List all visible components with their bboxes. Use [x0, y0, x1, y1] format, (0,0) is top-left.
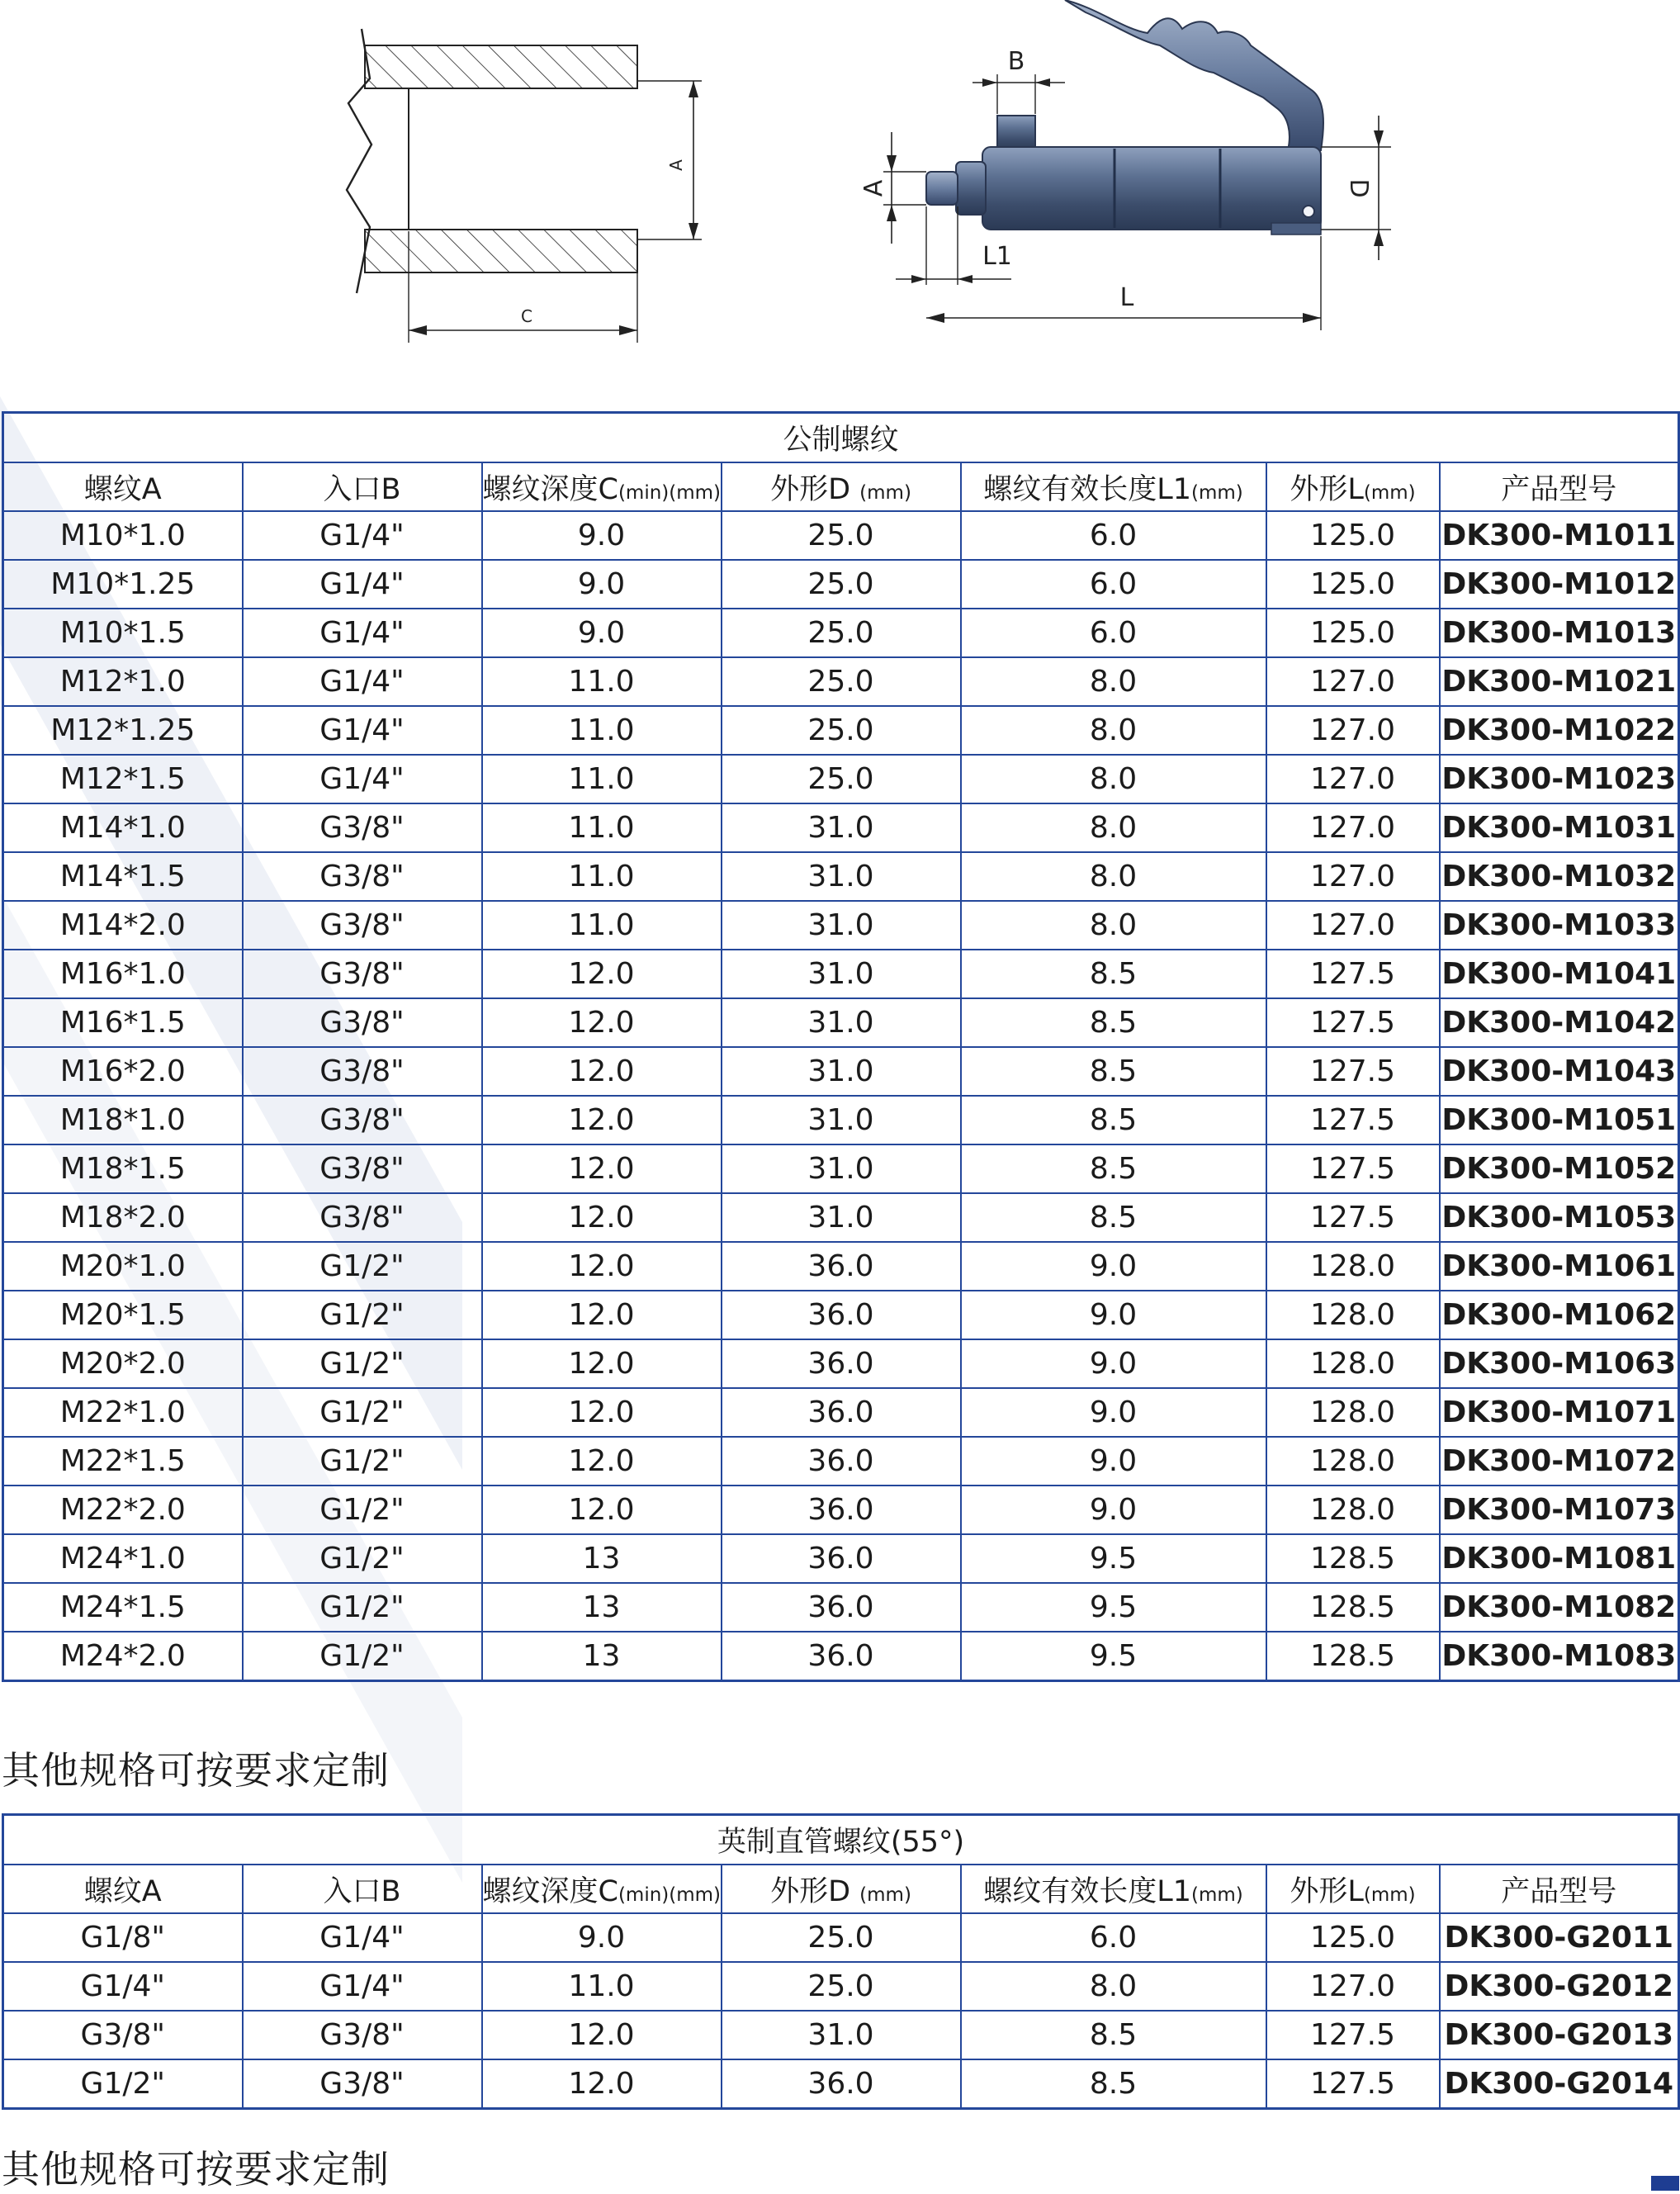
cell-model-number: DK300-M1082 — [1440, 1583, 1679, 1632]
cell-outer-d: 31.0 — [722, 950, 961, 998]
cell-effective-length-l1: 8.5 — [961, 2059, 1266, 2109]
cell-length-l: 127.0 — [1266, 852, 1440, 901]
cell-thread-depth-c: 11.0 — [482, 1962, 722, 2011]
cell-thread-a: M10*1.0 — [3, 511, 243, 560]
cell-model-number: DK300-M1043 — [1440, 1047, 1679, 1096]
cell-inlet-b: G1/2" — [243, 1242, 482, 1291]
cell-effective-length-l1: 8.5 — [961, 1047, 1266, 1096]
cell-model-number: DK300-M1031 — [1440, 803, 1679, 852]
cell-length-l: 128.0 — [1266, 1437, 1440, 1486]
cell-inlet-b: G1/2" — [243, 1583, 482, 1632]
table-row — [3, 998, 1679, 1047]
table-row — [3, 511, 1679, 560]
table-row — [3, 1437, 1679, 1486]
cell-inlet-b: G1/2" — [243, 1486, 482, 1534]
header-model-number — [1440, 1865, 1679, 1913]
cell-thread-a: M10*1.5 — [3, 609, 243, 657]
cell-outer-d: 25.0 — [722, 1913, 961, 1962]
cell-thread-depth-c: 12.0 — [482, 2011, 722, 2059]
cell-model-number: DK300-M1071 — [1440, 1388, 1679, 1437]
header-unit: (mm) — [1363, 481, 1416, 504]
cell-effective-length-l1: 8.5 — [961, 1144, 1266, 1193]
header-unit: (mm) — [859, 1884, 911, 1906]
cell-model-number: DK300-M1072 — [1440, 1437, 1679, 1486]
header-label: 螺纹有效长度L1 — [983, 472, 1191, 506]
cell-inlet-b: G1/4" — [243, 609, 482, 657]
cell-outer-d: 31.0 — [722, 1047, 961, 1096]
cell-effective-length-l1: 6.0 — [961, 511, 1266, 560]
table-row — [3, 852, 1679, 901]
cell-thread-depth-c: 12.0 — [482, 2059, 722, 2109]
cell-thread-depth-c: 12.0 — [482, 1291, 722, 1339]
cell-thread-a: M16*1.5 — [3, 998, 243, 1047]
cell-thread-a: M22*1.5 — [3, 1437, 243, 1486]
cell-thread-a: M24*1.0 — [3, 1534, 243, 1583]
cell-thread-depth-c: 12.0 — [482, 1047, 722, 1096]
cell-outer-d: 31.0 — [722, 1144, 961, 1193]
cell-inlet-b: G1/4" — [243, 511, 482, 560]
table-row — [3, 1339, 1679, 1388]
cell-model-number: DK300-M1053 — [1440, 1193, 1679, 1242]
header-label: 产品型号 — [1501, 1874, 1617, 1908]
cell-inlet-b: G3/8" — [243, 998, 482, 1047]
cell-thread-a: M18*1.5 — [3, 1144, 243, 1193]
cell-thread-depth-c: 12.0 — [482, 1486, 722, 1534]
cell-length-l: 125.0 — [1266, 560, 1440, 609]
table-row — [3, 1388, 1679, 1437]
header-label: 入口B — [323, 472, 401, 506]
custom-spec-note: 其他规格可按要求定制 — [2, 2147, 390, 2192]
table-row — [3, 1242, 1679, 1291]
cell-inlet-b: G1/2" — [243, 1632, 482, 1681]
header-unit: (min)(mm) — [618, 481, 722, 504]
cell-model-number: DK300-G2013 — [1440, 2011, 1679, 2059]
cell-outer-d: 25.0 — [722, 706, 961, 755]
cell-model-number: DK300-M1081 — [1440, 1534, 1679, 1583]
cell-inlet-b: G3/8" — [243, 1096, 482, 1144]
cell-thread-depth-c: 11.0 — [482, 803, 722, 852]
header-label: 螺纹有效长度L1 — [983, 1874, 1191, 1908]
cell-model-number: DK300-M1052 — [1440, 1144, 1679, 1193]
cell-length-l: 127.0 — [1266, 657, 1440, 706]
cell-length-l: 125.0 — [1266, 609, 1440, 657]
cell-inlet-b: G3/8" — [243, 1047, 482, 1096]
cell-thread-depth-c: 13 — [482, 1534, 722, 1583]
cell-model-number: DK300-M1073 — [1440, 1486, 1679, 1534]
cell-outer-d: 25.0 — [722, 609, 961, 657]
header-outer-d — [722, 1865, 961, 1913]
cell-thread-a: G1/4" — [3, 1962, 243, 2011]
dim-label-l1: L1 — [982, 242, 1012, 271]
cell-thread-depth-c: 9.0 — [482, 511, 722, 560]
cell-length-l: 125.0 — [1266, 1913, 1440, 1962]
cell-thread-depth-c: 11.0 — [482, 657, 722, 706]
table-body — [3, 1913, 1679, 2109]
header-label: 螺纹深度C — [482, 472, 618, 506]
cell-model-number: DK300-M1061 — [1440, 1242, 1679, 1291]
cell-length-l: 128.0 — [1266, 1339, 1440, 1388]
cell-inlet-b: G1/4" — [243, 657, 482, 706]
cell-length-l: 128.5 — [1266, 1583, 1440, 1632]
cell-thread-depth-c: 13 — [482, 1583, 722, 1632]
cell-length-l: 127.5 — [1266, 1144, 1440, 1193]
cell-outer-d: 31.0 — [722, 852, 961, 901]
cell-inlet-b: G1/4" — [243, 706, 482, 755]
cell-inlet-b: G1/2" — [243, 1339, 482, 1388]
table-row — [3, 1962, 1679, 2011]
cell-inlet-b: G1/4" — [243, 1913, 482, 1962]
cell-model-number: DK300-M1041 — [1440, 950, 1679, 998]
header-label: 外形D — [770, 1874, 860, 1908]
table-row — [3, 1096, 1679, 1144]
cell-effective-length-l1: 6.0 — [961, 609, 1266, 657]
header-length-l — [1266, 1865, 1440, 1913]
cell-thread-depth-c: 12.0 — [482, 1339, 722, 1388]
cell-thread-a: M20*1.5 — [3, 1291, 243, 1339]
header-unit: (mm) — [1363, 1884, 1416, 1906]
cell-thread-a: G1/8" — [3, 1913, 243, 1962]
custom-spec-note: 其他规格可按要求定制 — [2, 1748, 390, 1793]
cell-effective-length-l1: 8.5 — [961, 1193, 1266, 1242]
table-row — [3, 560, 1679, 609]
header-label: 外形L — [1290, 472, 1364, 506]
cell-thread-depth-c: 12.0 — [482, 1437, 722, 1486]
cell-thread-depth-c: 11.0 — [482, 706, 722, 755]
cell-effective-length-l1: 8.0 — [961, 755, 1266, 803]
cell-outer-d: 31.0 — [722, 998, 961, 1047]
cell-outer-d: 36.0 — [722, 2059, 961, 2109]
dim-label-a-right: A — [859, 179, 888, 197]
table-row — [3, 901, 1679, 950]
table-caption: 英制直管螺纹(55°) — [3, 1815, 1679, 1865]
cell-inlet-b: G1/4" — [243, 560, 482, 609]
header-unit: (mm) — [1191, 1884, 1243, 1906]
cell-outer-d: 36.0 — [722, 1534, 961, 1583]
cell-inlet-b: G3/8" — [243, 1144, 482, 1193]
cell-outer-d: 31.0 — [722, 803, 961, 852]
header-thread-a — [3, 462, 243, 511]
table-row — [3, 1486, 1679, 1534]
table-body — [3, 511, 1679, 1681]
cell-model-number: DK300-M1022 — [1440, 706, 1679, 755]
cell-inlet-b: G1/2" — [243, 1291, 482, 1339]
cell-inlet-b: G3/8" — [243, 803, 482, 852]
cell-outer-d: 25.0 — [722, 511, 961, 560]
header-label: 螺纹A — [83, 472, 162, 506]
cell-model-number: DK300-M1063 — [1440, 1339, 1679, 1388]
dim-label-c: C — [521, 306, 532, 326]
header-label: 产品型号 — [1501, 472, 1617, 506]
table-row — [3, 1144, 1679, 1193]
cell-effective-length-l1: 9.0 — [961, 1291, 1266, 1339]
cell-inlet-b: G3/8" — [243, 1193, 482, 1242]
header-effective-length-l1 — [961, 1865, 1266, 1913]
cell-model-number: DK300-G2011 — [1440, 1913, 1679, 1962]
cell-effective-length-l1: 9.0 — [961, 1242, 1266, 1291]
cell-thread-depth-c: 12.0 — [482, 1096, 722, 1144]
header-unit: (min)(mm) — [618, 1884, 722, 1906]
cell-outer-d: 31.0 — [722, 2011, 961, 2059]
cell-model-number: DK300-M1021 — [1440, 657, 1679, 706]
table-row — [3, 950, 1679, 998]
cell-thread-a: M22*1.0 — [3, 1388, 243, 1437]
cell-effective-length-l1: 8.0 — [961, 803, 1266, 852]
cell-outer-d: 36.0 — [722, 1632, 961, 1681]
cell-effective-length-l1: 6.0 — [961, 1913, 1266, 1962]
cell-thread-a: M20*2.0 — [3, 1339, 243, 1388]
cell-effective-length-l1: 9.5 — [961, 1632, 1266, 1681]
cell-model-number: DK300-G2012 — [1440, 1962, 1679, 2011]
cell-outer-d: 25.0 — [722, 1962, 961, 2011]
cell-thread-a: M12*1.5 — [3, 755, 243, 803]
table-caption: 公制螺纹 — [3, 413, 1679, 463]
dim-label-b: B — [1007, 47, 1025, 76]
page-corner-mark — [1651, 2176, 1679, 2191]
cell-inlet-b: G1/4" — [243, 755, 482, 803]
cell-thread-depth-c: 11.0 — [482, 852, 722, 901]
cell-outer-d: 36.0 — [722, 1291, 961, 1339]
table-row — [3, 1534, 1679, 1583]
header-label: 外形L — [1290, 1874, 1364, 1908]
metric-thread-table — [2, 411, 1680, 1682]
header-label: 外形D — [770, 472, 860, 506]
cell-thread-a: M16*2.0 — [3, 1047, 243, 1096]
cell-thread-a: M24*2.0 — [3, 1632, 243, 1681]
cell-length-l: 127.0 — [1266, 706, 1440, 755]
product-diagram — [859, 0, 1403, 347]
cell-outer-d: 36.0 — [722, 1242, 961, 1291]
bsp-thread-table — [2, 1813, 1680, 2110]
cell-length-l: 128.0 — [1266, 1291, 1440, 1339]
cell-thread-a: M16*1.0 — [3, 950, 243, 998]
cell-thread-a: M14*1.0 — [3, 803, 243, 852]
cell-inlet-b: G1/4" — [243, 1962, 482, 2011]
cell-inlet-b: G3/8" — [243, 2011, 482, 2059]
cell-model-number: DK300-M1042 — [1440, 998, 1679, 1047]
header-effective-length-l1 — [961, 462, 1266, 511]
cell-effective-length-l1: 8.0 — [961, 706, 1266, 755]
header-model-number — [1440, 462, 1679, 511]
cell-length-l: 127.5 — [1266, 950, 1440, 998]
cell-length-l: 127.0 — [1266, 901, 1440, 950]
cell-length-l: 127.5 — [1266, 1096, 1440, 1144]
cell-inlet-b: G1/2" — [243, 1437, 482, 1486]
cell-thread-depth-c: 11.0 — [482, 901, 722, 950]
header-row — [3, 1865, 1679, 1913]
cell-thread-a: M20*1.0 — [3, 1242, 243, 1291]
thread-section-diagram — [314, 0, 726, 355]
cell-outer-d: 31.0 — [722, 901, 961, 950]
cell-model-number: DK300-M1051 — [1440, 1096, 1679, 1144]
cell-effective-length-l1: 9.0 — [961, 1437, 1266, 1486]
cell-length-l: 127.5 — [1266, 2011, 1440, 2059]
cell-model-number: DK300-M1033 — [1440, 901, 1679, 950]
header-label: 螺纹A — [83, 1874, 162, 1908]
cell-length-l: 125.0 — [1266, 511, 1440, 560]
cell-thread-a: M12*1.25 — [3, 706, 243, 755]
cell-thread-depth-c: 12.0 — [482, 1144, 722, 1193]
cell-model-number: DK300-M1083 — [1440, 1632, 1679, 1681]
cell-model-number: DK300-M1013 — [1440, 609, 1679, 657]
cell-length-l: 127.5 — [1266, 998, 1440, 1047]
header-thread-depth-c — [482, 462, 722, 511]
cell-thread-a: M18*2.0 — [3, 1193, 243, 1242]
cell-thread-a: G3/8" — [3, 2011, 243, 2059]
table-row — [3, 609, 1679, 657]
header-label: 螺纹深度C — [482, 1874, 618, 1908]
cell-thread-a: M24*1.5 — [3, 1583, 243, 1632]
cell-thread-depth-c: 12.0 — [482, 1388, 722, 1437]
cell-inlet-b: G1/2" — [243, 1388, 482, 1437]
cell-effective-length-l1: 8.5 — [961, 950, 1266, 998]
dim-label-a: A — [666, 159, 686, 171]
table-row — [3, 2011, 1679, 2059]
cell-outer-d: 25.0 — [722, 755, 961, 803]
table-row — [3, 1291, 1679, 1339]
table-row — [3, 803, 1679, 852]
cell-thread-a: M14*1.5 — [3, 852, 243, 901]
cell-length-l: 128.0 — [1266, 1486, 1440, 1534]
cell-effective-length-l1: 6.0 — [961, 560, 1266, 609]
cell-length-l: 127.5 — [1266, 1047, 1440, 1096]
cell-model-number: DK300-G2014 — [1440, 2059, 1679, 2109]
dim-label-d: D — [1344, 178, 1373, 198]
cell-inlet-b: G3/8" — [243, 901, 482, 950]
cell-effective-length-l1: 9.0 — [961, 1388, 1266, 1437]
cell-effective-length-l1: 8.0 — [961, 852, 1266, 901]
cell-outer-d: 36.0 — [722, 1583, 961, 1632]
cell-effective-length-l1: 8.0 — [961, 1962, 1266, 2011]
cell-outer-d: 36.0 — [722, 1437, 961, 1486]
cell-effective-length-l1: 8.0 — [961, 657, 1266, 706]
cell-effective-length-l1: 9.5 — [961, 1534, 1266, 1583]
cell-length-l: 127.0 — [1266, 803, 1440, 852]
cell-thread-depth-c: 9.0 — [482, 560, 722, 609]
cell-outer-d: 31.0 — [722, 1193, 961, 1242]
cell-length-l: 127.0 — [1266, 1962, 1440, 2011]
cell-outer-d: 25.0 — [722, 657, 961, 706]
cell-thread-a: M18*1.0 — [3, 1096, 243, 1144]
cell-thread-depth-c: 12.0 — [482, 950, 722, 998]
header-thread-a — [3, 1865, 243, 1913]
cell-thread-a: G1/2" — [3, 2059, 243, 2109]
cell-length-l: 127.5 — [1266, 2059, 1440, 2109]
cell-outer-d: 31.0 — [722, 1096, 961, 1144]
cell-length-l: 127.0 — [1266, 755, 1440, 803]
table-row — [3, 706, 1679, 755]
cell-length-l: 127.5 — [1266, 1193, 1440, 1242]
cell-inlet-b: G3/8" — [243, 852, 482, 901]
header-length-l — [1266, 462, 1440, 511]
cell-model-number: DK300-M1023 — [1440, 755, 1679, 803]
cell-inlet-b: G1/2" — [243, 1534, 482, 1583]
cell-thread-a: M12*1.0 — [3, 657, 243, 706]
cell-outer-d: 36.0 — [722, 1388, 961, 1437]
header-inlet-b — [243, 1865, 482, 1913]
cell-thread-depth-c: 9.0 — [482, 1913, 722, 1962]
cell-effective-length-l1: 8.5 — [961, 1096, 1266, 1144]
table-row — [3, 755, 1679, 803]
cell-thread-a: M22*2.0 — [3, 1486, 243, 1534]
cell-effective-length-l1: 8.5 — [961, 2011, 1266, 2059]
table-row — [3, 2059, 1679, 2109]
cell-model-number: DK300-M1012 — [1440, 560, 1679, 609]
header-thread-depth-c — [482, 1865, 722, 1913]
cell-length-l: 128.0 — [1266, 1242, 1440, 1291]
dim-label-l: L — [1119, 283, 1134, 312]
cell-thread-a: M10*1.25 — [3, 560, 243, 609]
table-row — [3, 1583, 1679, 1632]
cell-outer-d: 25.0 — [722, 560, 961, 609]
cell-outer-d: 36.0 — [722, 1339, 961, 1388]
table-row — [3, 1913, 1679, 1962]
cell-length-l: 128.5 — [1266, 1534, 1440, 1583]
cell-thread-a: M14*2.0 — [3, 901, 243, 950]
header-label: 入口B — [323, 1874, 401, 1908]
header-unit: (mm) — [859, 481, 911, 504]
cell-length-l: 128.0 — [1266, 1388, 1440, 1437]
cell-effective-length-l1: 8.0 — [961, 901, 1266, 950]
cell-model-number: DK300-M1062 — [1440, 1291, 1679, 1339]
header-unit: (mm) — [1191, 481, 1243, 504]
cell-thread-depth-c: 11.0 — [482, 755, 722, 803]
cell-thread-depth-c: 9.0 — [482, 609, 722, 657]
header-inlet-b — [243, 462, 482, 511]
cell-effective-length-l1: 9.5 — [961, 1583, 1266, 1632]
cell-effective-length-l1: 8.5 — [961, 998, 1266, 1047]
header-outer-d — [722, 462, 961, 511]
header-row — [3, 462, 1679, 511]
cell-model-number: DK300-M1032 — [1440, 852, 1679, 901]
cell-inlet-b: G3/8" — [243, 950, 482, 998]
cell-outer-d: 36.0 — [722, 1486, 961, 1534]
cell-inlet-b: G3/8" — [243, 2059, 482, 2109]
cell-model-number: DK300-M1011 — [1440, 511, 1679, 560]
cell-effective-length-l1: 9.0 — [961, 1486, 1266, 1534]
table-row — [3, 657, 1679, 706]
table-row — [3, 1632, 1679, 1681]
cell-effective-length-l1: 9.0 — [961, 1339, 1266, 1388]
cell-thread-depth-c: 12.0 — [482, 1242, 722, 1291]
table-row — [3, 1047, 1679, 1096]
cell-length-l: 128.5 — [1266, 1632, 1440, 1681]
cell-thread-depth-c: 12.0 — [482, 1193, 722, 1242]
cell-thread-depth-c: 13 — [482, 1632, 722, 1681]
table-row — [3, 1193, 1679, 1242]
cell-thread-depth-c: 12.0 — [482, 998, 722, 1047]
